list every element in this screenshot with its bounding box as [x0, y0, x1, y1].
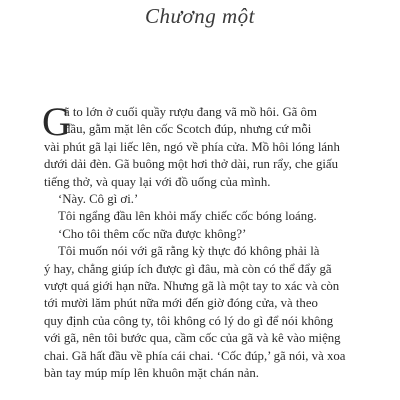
text-line: dưới dải đèn. Gã buông một hơi thở dài, run rẩy, che giấu: [44, 157, 339, 172]
text-line: ã to lớn ở cuối quầy rượu đang vã mồ hôi. Gã ôm: [64, 105, 317, 119]
paragraph-5: [44, 243, 356, 382]
chapter-title: Chương một: [145, 4, 255, 28]
text-line: Tôi ngẩng đầu lên khỏi mấy chiếc cốc bóng loáng.: [58, 209, 317, 224]
text-line: ý hay, chẳng giúp ích được gì đâu, mà còn có thể đẩy gã: [44, 261, 332, 276]
chapter-body: [42, 99, 356, 383]
text-line: ‘Cho tôi thêm cốc nữa được không?’: [58, 226, 247, 241]
text-line: quy định của công ty, tôi không có lý do gì để nói không: [44, 313, 334, 328]
paragraph-2: [44, 191, 356, 208]
text-line: đầu, gằm mặt lên cốc Scotch đúp, nhưng cứ mỗi: [64, 122, 312, 137]
text-line: ‘Này. Cô gì ơi.’: [58, 192, 139, 207]
text-line: Tôi muốn nói với gã rằng kỳ thực đó không phải là: [58, 244, 320, 259]
text-line: vượt quá giới hạn nữa. Nhưng gã là một tay to xác và còn: [44, 279, 340, 294]
paragraph-3: [44, 208, 356, 225]
paragraph-4: [44, 226, 356, 243]
text-line: tới mười lăm phút nữa mới đến giờ đóng cửa, và theo: [44, 296, 318, 311]
drop-cap: G: [42, 99, 71, 144]
paragraph-1: [42, 99, 356, 191]
text-line: bàn tay múp míp lên khuôn mặt chán nản.: [44, 366, 260, 381]
text-line: chai. Gã hất đầu về phía cái chai. ‘Cốc đúp,’ gã nói, và xoa: [44, 348, 346, 363]
text-line: tiếng thở, và quay lại với đồ uống của mình.: [44, 174, 271, 189]
text-line: vài phút gã lại liếc lên, ngó về phía cửa. Mồ hôi lóng lánh: [44, 139, 340, 154]
text-line: với gã, nên tôi bước qua, cầm cốc của gã và kê vào miệng: [44, 331, 341, 346]
